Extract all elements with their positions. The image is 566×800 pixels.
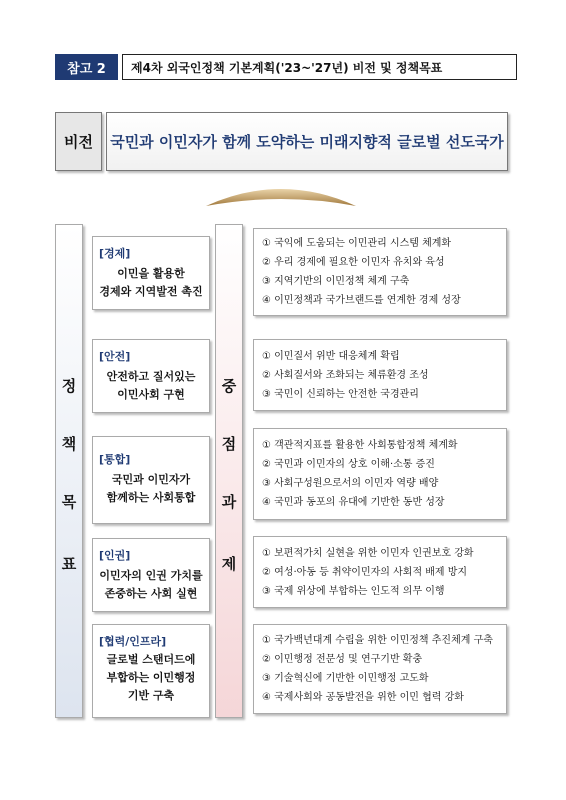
goals-char: 책 [61,435,77,453]
arrow-up-icon [206,178,356,206]
header [55,54,517,80]
goal-description: 글로벌 스탠더드에 부합하는 이민행정 기반 구축 [106,653,196,702]
task-item: ④ 국제사회와 공동발전을 위한 이민 협력 강화 [262,692,464,703]
goal-category: [경제] [99,247,131,260]
goals-char: 목 [61,493,77,511]
task-item: ② 우리 경제에 필요한 이민자 유치와 육성 [262,257,445,268]
task-item: ③ 국민이 신뢰하는 안전한 국경관리 [262,388,419,400]
vision-statement: 국민과 이민자가 함께 도약하는 미래지향적 글로벌 선도국가 [106,112,508,171]
tasks-cooperation-infra [253,624,507,714]
goal-category: [통합] [99,453,131,466]
task-item: ② 사회질서와 조화되는 체류환경 조성 [262,369,429,381]
tasks-economy [253,228,507,316]
task-item: ② 국민과 이민자의 상호 이해·소통 증진 [262,459,435,470]
goal-cooperation-infra [92,624,210,718]
goal-safety [92,339,210,413]
tasks-human-rights [253,536,507,608]
goal-description: 이민을 활용한 경제와 지역발전 촉진 [99,267,203,298]
tasks-char: 중 [221,377,237,395]
tasks-safety [253,339,507,411]
tasks-integration [253,428,507,520]
task-item: ① 이민질서 위반 대응체계 확립 [262,350,400,362]
policy-goals-column [55,224,83,718]
task-item: ① 객관적지표를 활용한 사회통합정책 체계화 [262,440,458,451]
goal-human-rights [92,538,210,612]
task-item: ① 보편적가치 실현을 위한 이민자 인권보호 강화 [262,547,474,559]
tasks-char: 제 [221,555,237,573]
tasks-char: 점 [221,435,237,453]
goal-economy [92,236,210,310]
task-item: ③ 국제 위상에 부합하는 인도적 의무 이행 [262,585,445,597]
page-title: 제4차 외국인정책 기본계획('23~'27년) 비전 및 정책목표 [122,54,517,80]
task-item: ① 국가백년대계 수립을 위한 이민정책 추진체계 구축 [262,635,493,646]
task-item: ④ 이민정책과 국가브랜드를 연계한 경제 성장 [262,295,461,306]
goal-category: [안전] [99,350,131,363]
goals-char: 정 [61,377,77,395]
goal-description: 국민과 이민자가 함께하는 사회통합 [106,473,196,504]
task-item: ① 국익에 도움되는 이민관리 시스템 체계화 [262,238,452,249]
task-item: ③ 기술혁신에 기반한 이민행정 고도화 [262,673,429,684]
key-tasks-column [215,224,243,718]
goal-description: 안전하고 질서있는 이민사회 구현 [106,370,196,401]
task-item: ④ 국민과 동포의 유대에 기반한 동반 성장 [262,497,445,508]
goal-integration [92,436,210,524]
vision-label: 비전 [55,112,102,171]
task-item: ③ 사회구성원으로서의 이민자 역량 배양 [262,478,439,489]
reference-tag: 참고 2 [55,54,118,80]
task-item: ② 이민행정 전문성 및 연구기반 확충 [262,654,423,665]
tasks-char: 과 [221,493,237,511]
goal-category: [인권] [99,549,131,562]
task-item: ② 여성·아동 등 취약이민자의 사회적 배제 방지 [262,566,468,578]
goal-description: 이민자의 인권 가치를 존중하는 사회 실현 [99,569,203,600]
task-item: ③ 지역기반의 이민정책 체계 구축 [262,276,410,287]
goal-category: [협력/인프라] [99,635,167,648]
goals-char: 표 [61,555,77,573]
